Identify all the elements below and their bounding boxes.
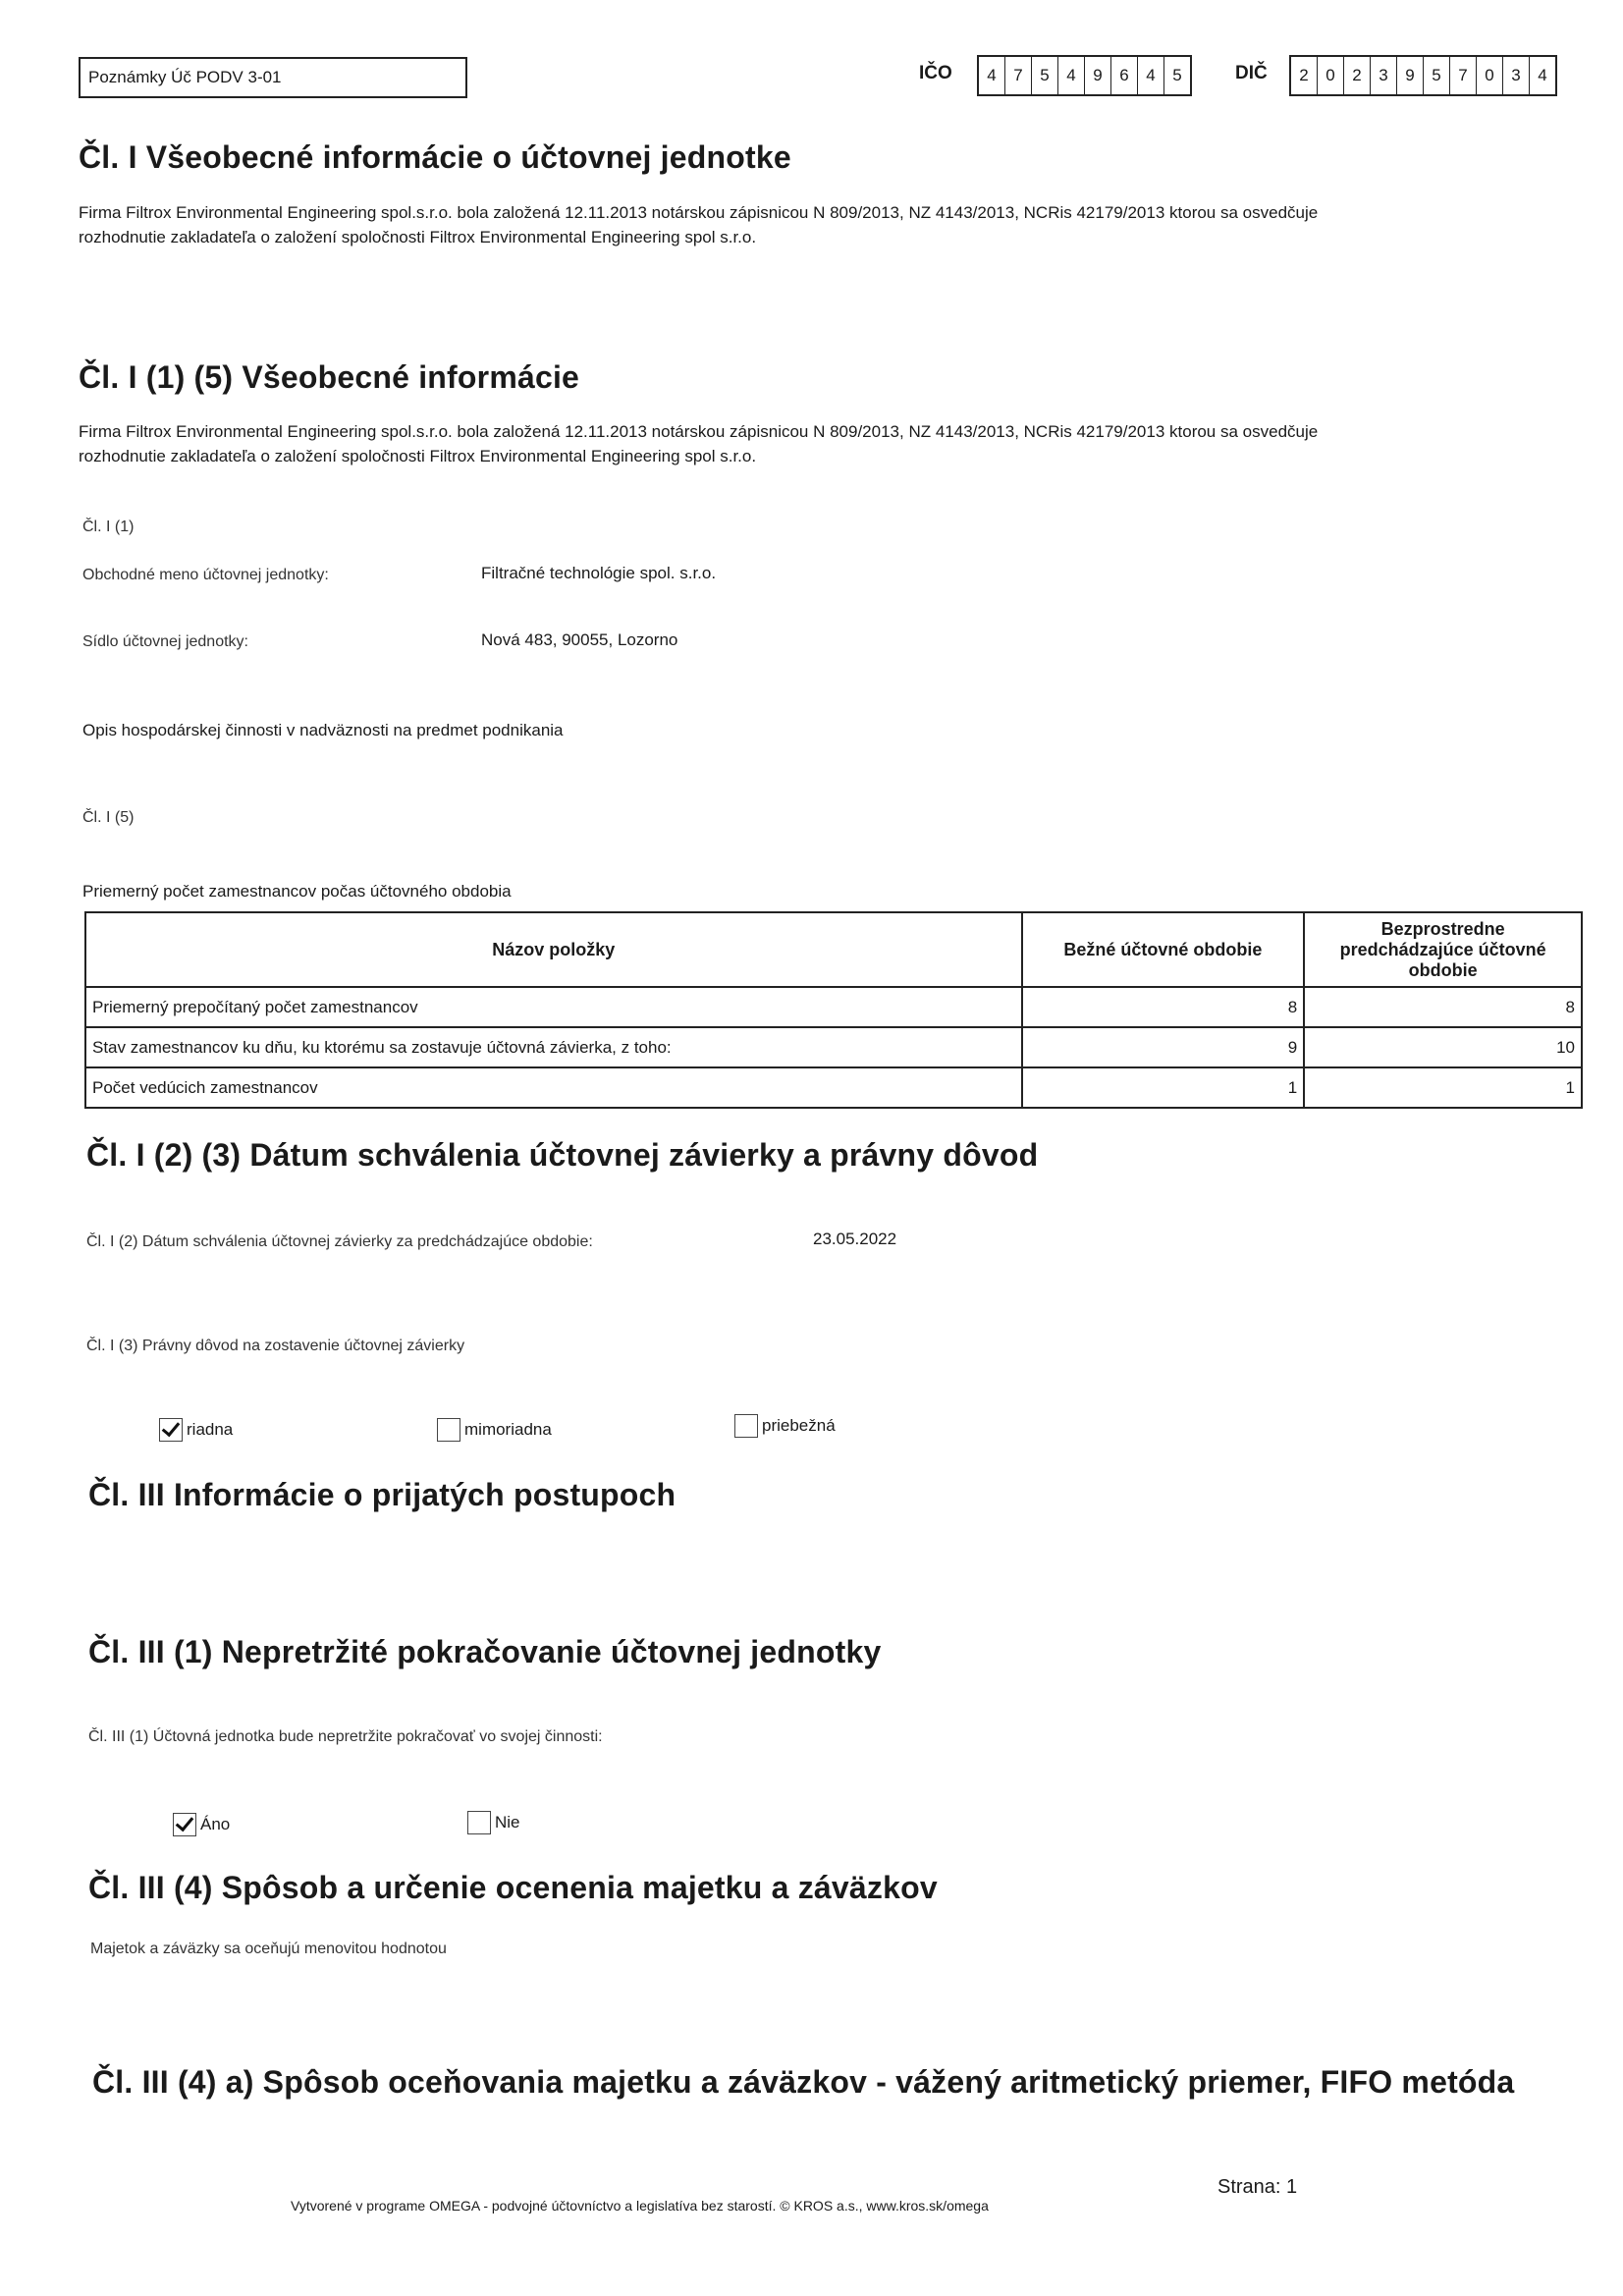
section-approval-date-title: Čl. I (2) (3) Dátum schválenia účtovnej závierky a právny dôvod bbox=[86, 1137, 1039, 1173]
col-previous-line2: predchádzajúce účtovné bbox=[1339, 939, 1546, 959]
col-current-period: Bežné účtovné obdobie bbox=[1022, 912, 1305, 987]
checkbox-empty-icon[interactable] bbox=[437, 1418, 460, 1442]
form-code: Poznámky Úč PODV 3-01 bbox=[88, 68, 282, 86]
ico-digit: 5 bbox=[1032, 57, 1058, 94]
col-previous-line3: obdobie bbox=[1408, 959, 1478, 980]
dic-digit: 3 bbox=[1371, 57, 1397, 94]
section-general-info-1-5-title: Čl. I (1) (5) Všeobecné informácie bbox=[79, 359, 580, 395]
page-number: Strana: 1 bbox=[1217, 2176, 1298, 2198]
col-previous-line1: Bezprostredne bbox=[1380, 918, 1505, 939]
info-text-line1: Firma Filtrox Environmental Engineering spol.s.r.o. bola založená 12.11.2013 notárskou zápisnicou N 809/2013, NZ 4143/2013, NCRis 42179/2013 ktorou sa osvedčuje bbox=[79, 422, 1319, 441]
option-yes-label: Áno bbox=[200, 1815, 231, 1833]
section-valuation-title: Čl. III (4) Spôsob a určenie ocenenia majetku a záväzkov bbox=[88, 1870, 938, 1905]
table-header-row bbox=[85, 912, 1582, 987]
intro-text-line2: rozhodnutie zakladateľa o založení spoločnosti Filtrox Environmental Engineering spol s.r.o. bbox=[79, 228, 757, 246]
dic-digits bbox=[1289, 55, 1557, 96]
company-name-value: Filtračné technológie spol. s.r.o. bbox=[481, 564, 717, 582]
business-activity-label: Opis hospodárskej činnosti v nadväznosti na predmet podnikania bbox=[82, 721, 564, 739]
info-text-line2: rozhodnutie zakladateľa o založení spoločnosti Filtrox Environmental Engineering spol s.r.o. bbox=[79, 447, 757, 465]
table-row bbox=[85, 1067, 1582, 1108]
employee-count-caption: Priemerný počet zamestnancov počas účtovného obdobia bbox=[82, 882, 512, 901]
ico-digit: 9 bbox=[1085, 57, 1111, 94]
section-accounting-policies-title: Čl. III Informácie o prijatých postupoch bbox=[88, 1477, 676, 1512]
option-interim[interactable] bbox=[734, 1414, 836, 1438]
option-no-label: Nie bbox=[495, 1813, 520, 1831]
intro-text-line1: Firma Filtrox Environmental Engineering spol.s.r.o. bola založená 12.11.2013 notárskou zápisnicou N 809/2013, NZ 4143/2013, NCRis 42179/2013 ktorou sa osvedčuje bbox=[79, 203, 1319, 222]
row-previous: 10 bbox=[1304, 1027, 1582, 1067]
table-row bbox=[85, 987, 1582, 1027]
company-seat-value: Nová 483, 90055, Lozorno bbox=[481, 630, 678, 649]
checkbox-empty-icon[interactable] bbox=[734, 1414, 758, 1438]
ico-digit: 6 bbox=[1111, 57, 1138, 94]
dic-digit: 9 bbox=[1397, 57, 1424, 94]
form-code-box bbox=[79, 57, 467, 98]
company-seat-label: Sídlo účtovnej jednotky: bbox=[82, 633, 248, 650]
section-general-info-title: Čl. I Všeobecné informácie o účtovnej jednotke bbox=[79, 139, 791, 175]
row-current: 9 bbox=[1022, 1027, 1305, 1067]
legal-reason-label: Čl. I (3) Právny dôvod na zostavenie účtovnej závierky bbox=[86, 1338, 465, 1354]
dic-digit: 4 bbox=[1538, 66, 1547, 84]
subsection-1-label: Čl. I (1) bbox=[82, 519, 135, 535]
company-name-label: Obchodné meno účtovnej jednotky: bbox=[82, 567, 329, 583]
row-label: Počet vedúcich zamestnancov bbox=[85, 1067, 1022, 1108]
checkbox-checked-icon[interactable] bbox=[173, 1813, 196, 1836]
option-extraordinary-label: mimoriadna bbox=[464, 1420, 552, 1439]
approval-date-label: Čl. I (2) Dátum schválenia účtovnej závierky za predchádzajúce obdobie: bbox=[86, 1233, 593, 1250]
dic-digit: 2 bbox=[1344, 57, 1371, 94]
row-current: 8 bbox=[1022, 987, 1305, 1027]
approval-date-value: 23.05.2022 bbox=[813, 1230, 897, 1248]
dic-digit: 5 bbox=[1424, 57, 1450, 94]
table-row bbox=[85, 1027, 1582, 1067]
dic-digit: 0 bbox=[1318, 57, 1344, 94]
option-no[interactable] bbox=[467, 1811, 520, 1834]
col-previous-period bbox=[1304, 912, 1582, 987]
option-extraordinary[interactable] bbox=[437, 1418, 552, 1442]
ico-digits bbox=[977, 55, 1192, 96]
ico-digit: 4 bbox=[979, 57, 1005, 94]
option-interim-label: priebežná bbox=[762, 1416, 836, 1435]
option-regular-label: riadna bbox=[187, 1420, 234, 1439]
employee-table bbox=[84, 911, 1583, 1109]
row-previous: 8 bbox=[1304, 987, 1582, 1027]
row-label: Priemerný prepočítaný počet zamestnancov bbox=[85, 987, 1022, 1027]
dic-digit: 2 bbox=[1291, 57, 1318, 94]
section-valuation-method-title: Čl. III (4) a) Spôsob oceňovania majetku a záväzkov - vážený aritmetický priemer, FIFO metóda bbox=[92, 2064, 1515, 2100]
ico-digit: 5 bbox=[1172, 66, 1182, 84]
section-going-concern-title: Čl. III (1) Nepretržité pokračovanie účtovnej jednotky bbox=[88, 1634, 882, 1669]
dic-digit: 3 bbox=[1503, 57, 1530, 94]
ico-label: IČO bbox=[919, 63, 952, 83]
row-label: Stav zamestnancov ku dňu, ku ktorému sa zostavuje účtovná závierka, z toho: bbox=[85, 1027, 1022, 1067]
row-current: 1 bbox=[1022, 1067, 1305, 1108]
dic-digit: 0 bbox=[1477, 57, 1503, 94]
dic-digit: 7 bbox=[1450, 57, 1477, 94]
ico-digit: 4 bbox=[1058, 57, 1085, 94]
dic-label: DIČ bbox=[1235, 63, 1268, 83]
subsection-5-label: Čl. I (5) bbox=[82, 809, 135, 826]
going-concern-label: Čl. III (1) Účtovná jednotka bude nepretržite pokračovať vo svojej činnosti: bbox=[88, 1728, 603, 1745]
row-previous: 1 bbox=[1304, 1067, 1582, 1108]
option-regular[interactable] bbox=[159, 1418, 233, 1442]
ico-digit: 7 bbox=[1005, 57, 1032, 94]
checkbox-empty-icon[interactable] bbox=[467, 1811, 491, 1834]
checkbox-checked-icon[interactable] bbox=[159, 1418, 183, 1442]
option-yes[interactable] bbox=[173, 1813, 230, 1836]
valuation-text: Majetok a záväzky sa oceňujú menovitou hodnotou bbox=[90, 1941, 447, 1957]
ico-digit: 4 bbox=[1138, 57, 1164, 94]
footer-credit: Vytvorené v programe OMEGA - podvojné účtovníctvo a legislatíva bez starostí. © KROS a.s., www.kros.sk/omega bbox=[291, 2198, 989, 2214]
col-item-name: Názov položky bbox=[85, 912, 1022, 987]
